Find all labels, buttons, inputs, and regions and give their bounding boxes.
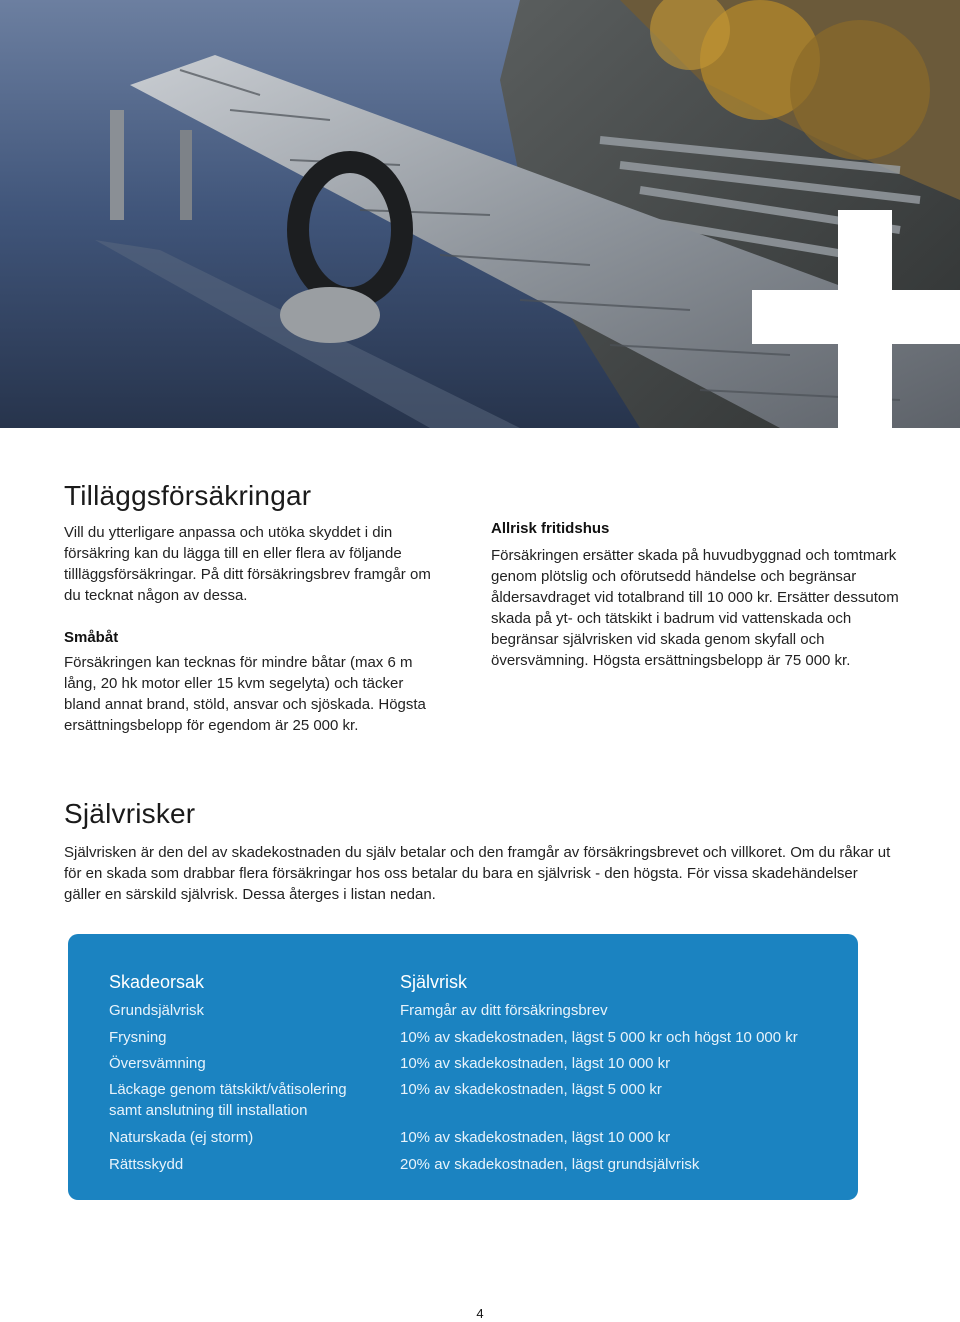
table-row xyxy=(109,1000,818,1021)
row-deductible: Framgår av ditt försäkringsbrev xyxy=(400,1002,608,1019)
sjalvrisker-title: Självrisker xyxy=(64,798,196,829)
row-cause: Grundsjälvrisk xyxy=(109,1002,205,1019)
row-cause: Översvämning xyxy=(109,1055,206,1072)
row-deductible: 10% av skadekostnaden, lägst 5 000 kr xyxy=(400,1081,662,1098)
row-cause: Naturskada (ej storm) xyxy=(109,1129,254,1146)
table-header xyxy=(109,970,818,994)
jetty-illustration xyxy=(0,0,960,428)
table-row xyxy=(109,1079,818,1121)
header-cause: Skadeorsak xyxy=(109,972,205,992)
sjalvrisker-text: Självrisken är den del av skadekostnaden du själv betalar och den framgår av försäkringsbrevet och villkoret. Om du råkar ut för en skada som drabbar flera försäkringar hos oss betalar du bara en självrisk - den högsta. För vissa skadehändelser gäller en särskild självrisk. Dessa återges i listan nedan. xyxy=(64,844,891,903)
table-row xyxy=(109,1053,818,1074)
table-row xyxy=(109,1027,818,1048)
smabat-text: Försäkringen kan tecknas för mindre båtar (max 6 m lång, 20 hk motor eller 15 kvm segelyta) och täcker bland annat brand, stöld, ansvar och sjöskada. Högsta ersättningsbelopp för egendom är 25 000 kr. xyxy=(64,654,426,734)
allrisk-title: Allrisk fritidshus xyxy=(491,520,610,537)
row-deductible: 10% av skadekostnaden, lägst 5 000 kr och högst 10 000 kr xyxy=(400,1029,798,1046)
tillagg-title: Tilläggsförsäkringar xyxy=(64,480,312,511)
row-cause: Frysning xyxy=(109,1029,167,1046)
row-cause: Läckage genom tätskikt/våtisolering samt anslutning till installation xyxy=(109,1081,347,1119)
table-row xyxy=(109,1154,818,1175)
left-column xyxy=(64,478,444,736)
sjalvrisker-section xyxy=(64,796,896,905)
tillagg-intro: Vill du ytterligare anpassa och utöka skyddet i din försäkring kan du lägga till en eller flera av följande tillläggsförsäkringar. På ditt försäkringsbrev framgår om du tecknat någon av dessa. xyxy=(64,524,431,604)
allrisk-text: Försäkringen ersätter skada på huvudbyggnad och tomtmark genom plötslig och oförutsedd händelse och begränsar åldersavdraget vid totalbrand till 10 000 kr. Ersätter dessutom skada på yt- och tätskikt i badrum vid vattenskada och begränsar självrisken vid skada genom skyfall och översvämning. Högsta ersättningsbelopp är 75 000 kr. xyxy=(491,547,899,669)
row-deductible: 10% av skadekostnaden, lägst 10 000 kr xyxy=(400,1129,671,1146)
deductible-table xyxy=(68,934,858,1200)
row-cause: Rättsskydd xyxy=(109,1156,184,1173)
page-number: 4 xyxy=(476,1306,484,1321)
table-row xyxy=(109,1127,818,1148)
row-deductible: 10% av skadekostnaden, lägst 10 000 kr xyxy=(400,1055,671,1072)
row-deductible: 20% av skadekostnaden, lägst grundsjälvrisk xyxy=(400,1156,700,1173)
header-deductible: Självrisk xyxy=(400,972,468,992)
right-column xyxy=(491,518,901,671)
hero-photo xyxy=(0,0,960,428)
smabat-title: Småbåt xyxy=(64,629,119,646)
